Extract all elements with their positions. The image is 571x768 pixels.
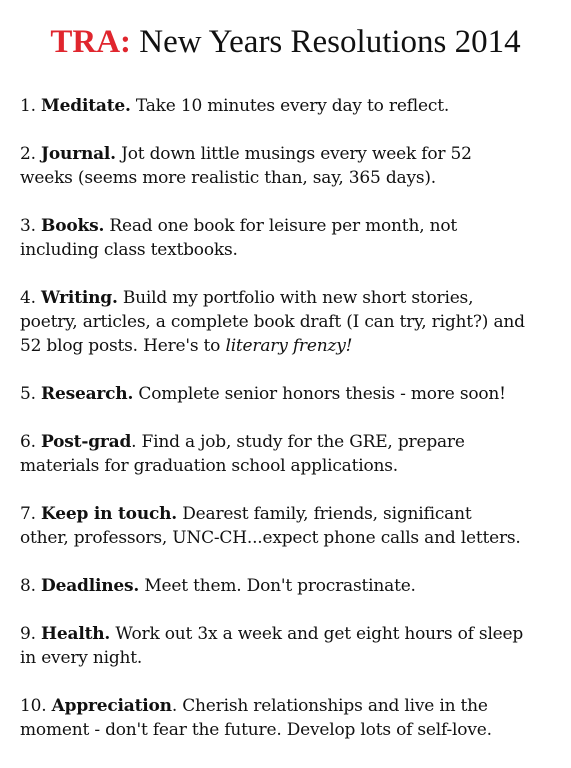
item-text: in every night. (20, 648, 143, 668)
item-number: 6. (20, 432, 36, 452)
item-heading: Deadlines. (41, 576, 140, 596)
item-text: including class textbooks. (20, 240, 238, 260)
item-number: 8. (20, 576, 36, 596)
list-item (20, 286, 560, 358)
list-item (20, 94, 560, 118)
item-number: 4. (20, 288, 36, 308)
list-item (20, 430, 560, 478)
item-text: Build my portfolio with new short stories, (122, 288, 474, 308)
item-text: materials for graduation school applications. (20, 456, 398, 476)
item-text: . Find a job, study for the GRE, prepare (131, 432, 465, 452)
item-text: Dearest family, friends, significant (182, 504, 472, 524)
list-item (20, 694, 560, 742)
item-text: moment - don't fear the future. Develop lots of self-love. (20, 720, 492, 740)
resolution-list (20, 94, 560, 766)
item-number: 5. (20, 384, 36, 404)
item-heading: Writing. (41, 288, 118, 308)
item-text: 52 blog posts. Here's to (20, 336, 221, 356)
item-number: 1. (20, 96, 36, 116)
item-number: 3. (20, 216, 36, 236)
item-text: other, professors, UNC-CH...expect phone calls and letters. (20, 528, 521, 548)
item-text: Read one book for leisure per month, not (109, 216, 458, 236)
list-item (20, 214, 560, 262)
list-item (20, 142, 560, 190)
list-item (20, 502, 560, 550)
item-number: 9. (20, 624, 36, 644)
item-heading: Meditate. (41, 96, 131, 116)
item-number: 10. (20, 696, 47, 716)
item-number: 2. (20, 144, 36, 164)
item-heading: Post-grad (41, 432, 132, 452)
item-text: weeks (seems more realistic than, say, 365 days). (20, 168, 437, 188)
list-item (20, 622, 560, 670)
item-heading: Health. (41, 624, 111, 644)
item-heading: Research. (41, 384, 134, 404)
item-text: Meet them. Don't procrastinate. (144, 576, 416, 596)
item-text: . Cherish relationships and live in the (171, 696, 488, 716)
item-heading: Keep in touch. (41, 504, 178, 524)
item-text: Complete senior honors thesis - more soon! (138, 384, 506, 404)
item-heading: Journal. (41, 144, 116, 164)
item-number: 7. (20, 504, 36, 524)
item-heading: Appreciation (51, 696, 172, 716)
list-item (20, 382, 560, 406)
item-text: Jot down little musings every week for 52 (121, 144, 472, 164)
list-item (20, 574, 560, 598)
item-text: Work out 3x a week and get eight hours of sleep (115, 624, 524, 644)
item-text: poetry, articles, a complete book draft (I can try, right?) and (20, 312, 525, 332)
title-text: New Years Resolutions 2014 (139, 24, 521, 60)
title-brand: TRA: (50, 24, 132, 60)
item-heading: Books. (41, 216, 105, 236)
item-italic-text: literary frenzy! (225, 336, 353, 356)
item-text: Take 10 minutes every day to reflect. (135, 96, 450, 116)
page-title (0, 22, 571, 62)
